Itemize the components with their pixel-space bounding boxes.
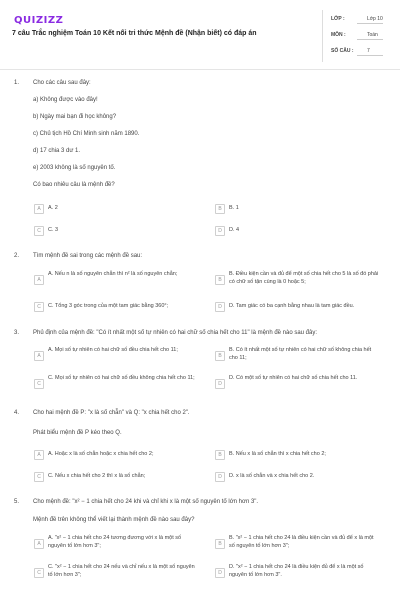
option-checkbox[interactable]: D xyxy=(215,302,225,312)
question-text: Cho hai mệnh đề P: "x là số chẵn" và Q: "x chia hết cho 2". xyxy=(33,410,190,416)
option-text: D. 4 xyxy=(229,227,240,233)
info-label: LỚP : xyxy=(331,16,345,22)
question-number: 4. xyxy=(14,410,20,416)
option-text: C. "x² − 1 chia hết cho 24 nếu và chỉ nếu x là một số nguyên tố lớn hơn 3"; xyxy=(48,564,195,578)
question-number: 2. xyxy=(14,253,20,259)
option-checkbox[interactable]: D xyxy=(215,568,225,578)
option-checkbox[interactable]: C xyxy=(34,302,44,312)
question-text: Mệnh đề trên không thể viết lại thành mệnh đề nào sau đây? xyxy=(33,517,195,523)
divider xyxy=(357,39,383,40)
option-checkbox[interactable]: D xyxy=(215,379,225,389)
option-text: D. Có một số tự nhiên có hai chữ số chia hết cho 11. xyxy=(229,375,358,381)
question-text: b) Ngày mai bạn đi học không? xyxy=(33,114,117,120)
option-checkbox[interactable]: C xyxy=(34,568,44,578)
option-text: B. Điều kiện cần và đủ để một số chia hết cho 5 là số đó phải có chữ số tận cùng là 0 hoặc 5; xyxy=(229,271,379,285)
question-text: a) Không được vào đây! xyxy=(33,97,98,103)
option-text: A. Nếu n là số nguyên chẵn thì n² là số nguyên chẵn; xyxy=(48,271,178,277)
option-text: B. 1 xyxy=(229,205,239,211)
option-checkbox[interactable]: B xyxy=(215,351,225,361)
question-number: 5. xyxy=(14,499,20,505)
question-text: Cho mệnh đề: "x² − 1 chia hết cho 24 khi và chỉ khi x là một số nguyên tố lớn hơn 3". xyxy=(33,499,259,505)
option-text: B. Có ít nhất một số tự nhiên có hai chữ số không chia hết cho 11; xyxy=(229,347,372,361)
question-text: Phát biểu mệnh đề P kéo theo Q. xyxy=(33,430,122,436)
option-text: A. Mọi số tự nhiên có hai chữ số đều chia hết cho 11; xyxy=(48,347,178,353)
option-checkbox[interactable]: B xyxy=(215,539,225,549)
option-text: A. "x² − 1 chia hết cho 24 tương đương với x là một số nguyên tố lớn hơn 3"; xyxy=(48,535,182,549)
page-title: 7 câu Trắc nghiệm Toán 10 Kết nối tri thức Mệnh đề (Nhận biết) có đáp án xyxy=(12,30,257,37)
option-text: D. x là số chẵn và x chia hết cho 2. xyxy=(229,473,315,479)
info-value: Toán xyxy=(367,32,378,38)
option-text: D. Tam giác có ba cạnh bằng nhau là tam giác đều. xyxy=(229,303,355,309)
option-checkbox[interactable]: A xyxy=(34,450,44,460)
page-header xyxy=(0,0,400,70)
info-label: SỐ CÂU : xyxy=(331,48,354,54)
option-text: D. "x² − 1 chia hết cho 24 là điều kiện đủ để x là một số nguyên tố lớn hơn 3". xyxy=(229,564,364,578)
question-text: Phủ định của mệnh đề: "Có ít nhất một số tự nhiên có hai chữ số chia hết cho 11" là mệnh đề nào sau đây: xyxy=(33,330,318,336)
option-checkbox[interactable]: A xyxy=(34,351,44,361)
info-box xyxy=(322,10,392,62)
option-text: B. Nếu x là số chẵn thì x chia hết cho 2; xyxy=(229,451,326,457)
divider xyxy=(357,55,383,56)
quizizz-logo: QUIZIZZ xyxy=(14,15,64,26)
question-number: 1. xyxy=(14,80,20,86)
option-checkbox[interactable]: D xyxy=(215,226,225,236)
question-text: c) Chủ tịch Hồ Chí Minh sinh năm 1890. xyxy=(33,131,140,137)
option-checkbox[interactable]: C xyxy=(34,226,44,236)
option-text: C. Nếu x chia hết cho 2 thì x là số chẵn; xyxy=(48,473,146,479)
question-text: Có bao nhiêu câu là mệnh đề? xyxy=(33,182,115,188)
divider xyxy=(357,23,383,24)
option-checkbox[interactable]: C xyxy=(34,472,44,482)
option-text: A. 2 xyxy=(48,205,58,211)
option-text: A. Hoặc x là số chẵn hoặc x chia hết cho 2; xyxy=(48,451,154,457)
option-text: B. "x² − 1 chia hết cho 24 là điều kiện cần và đủ để x là một số nguyên tố lớn hơn 3"; xyxy=(229,535,374,549)
option-checkbox[interactable]: B xyxy=(215,204,225,214)
info-value: Lớp 10 xyxy=(367,16,383,22)
question-number: 3. xyxy=(14,330,20,336)
question-text: e) 2003 không là số nguyên tố. xyxy=(33,165,116,171)
option-checkbox[interactable]: D xyxy=(215,472,225,482)
question-text: Tìm mệnh đề sai trong các mệnh đề sau: xyxy=(33,253,143,259)
option-checkbox[interactable]: A xyxy=(34,539,44,549)
option-checkbox[interactable]: B xyxy=(215,275,225,285)
header-divider xyxy=(0,69,400,70)
option-checkbox[interactable]: B xyxy=(215,450,225,460)
option-checkbox[interactable]: C xyxy=(34,379,44,389)
option-text: C. Tổng 3 góc trong của một tam giác bằng 360°; xyxy=(48,303,169,309)
option-checkbox[interactable]: A xyxy=(34,275,44,285)
info-value: 7 xyxy=(367,48,370,54)
option-text: C. 3 xyxy=(48,227,59,233)
question-text: Cho các câu sau đây: xyxy=(33,80,91,86)
option-text: C. Mọi số tự nhiên có hai chữ số đều không chia hết cho 11; xyxy=(48,375,195,381)
info-label: MÔN : xyxy=(331,32,346,38)
question-text: d) 17 chia 3 dư 1. xyxy=(33,148,81,154)
option-checkbox[interactable]: A xyxy=(34,204,44,214)
